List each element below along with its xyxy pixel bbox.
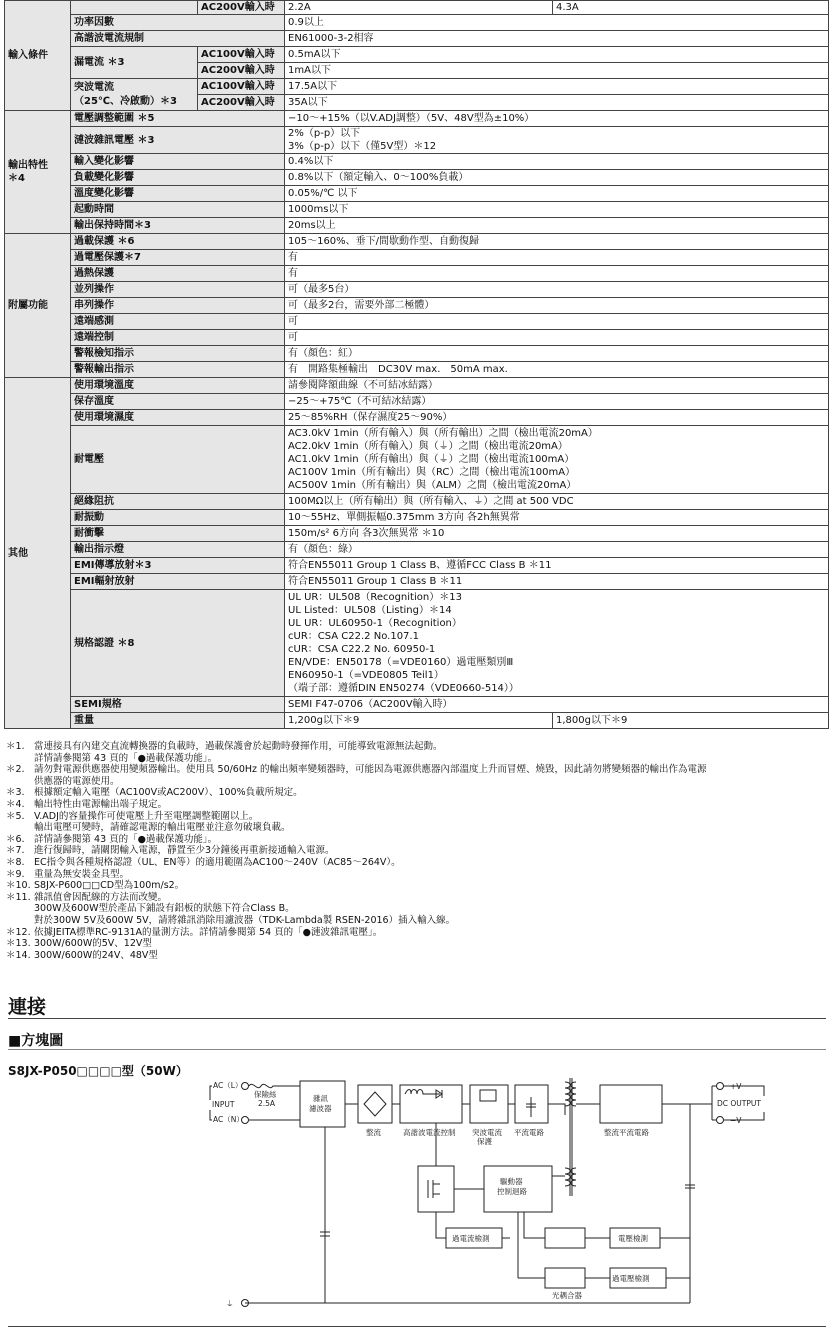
svg-text:濾波器: 濾波器 xyxy=(309,1104,332,1113)
spec-item: 使用環境溫度 xyxy=(71,378,285,394)
spec-item: 保存溫度 xyxy=(71,394,285,410)
spec-item: 輸出指示燈 xyxy=(71,542,285,558)
svg-text:光耦合器: 光耦合器 xyxy=(552,1291,582,1300)
svg-text:電壓檢測: 電壓檢測 xyxy=(618,1234,648,1243)
spec-value: −25〜+75℃（不可結冰結露） xyxy=(285,394,829,410)
spec-value: 1,800g以下＊9 xyxy=(553,713,829,729)
footnote: ＊1. 當連接具有內建交直流轉換器的負載時，過載保護會於起動時發揮作用，可能導致電源無法起動。 詳情請參閱第 43 頁的「●過載保護功能」。 xyxy=(6,741,443,764)
spec-value: 0.4%以下 xyxy=(285,154,829,170)
section-title: 連接 xyxy=(8,996,47,1018)
spec-item: 遠端感測 xyxy=(71,314,285,330)
svg-text:−V: −V xyxy=(730,1116,742,1125)
spec-value: 0.05%/℃ 以下 xyxy=(285,186,829,202)
spec-value: UL UR：UL508（Recognition）＊13 UL Listed：UL508（Listing）＊14 UL UR：UL60950-1（Recognition） cUR：CSA C22.2 No.107.1 cUR：CSA C22.2 No. 60950-1 EN/VDE：EN50178（=VDE0160）過電壓類別Ⅲ EN60950-1（=VDE0805 Teil1） （端子部：遵循DIN EN50274（VDE0660-514）） xyxy=(285,590,829,697)
spec-item: 絕緣阻抗 xyxy=(71,494,285,510)
spec-table: 輸入條件 AC200V輸入時 2.2A 4.3A 功率因數 0.9以上 高諧波電流規制 EN61000-3-2相容 漏電流 ＊3 AC100V輸入時 0.5mA以下 AC200V輸入時 1mA以下 突波電流 （25℃、冷啟動）＊3 AC100V輸入時 17.5A以下 AC200V輸入時 35A以下 輸出特性 ＊4 電壓調整範圍 ＊5 −10〜+15%（以V.ADJ調整）（5V、48V型為±10%） 漣波雜訊電壓 ＊3 2%（p-p）以下 3%（p-p）以下（僅5V型）＊12 輸入變化影響 0.4%以下 負載變化影響 0.8%以下（額定輸入、0〜100%負載） 溫度變化影響 0.05%/℃ 以下 起動時間 1000ms以下 輸出保持時間＊3 20ms以上 附屬功能 過載保護 ＊6 105〜160%、垂下/間歇動作型、自動復歸 過電壓保護＊7 有 過熱保護 有 並列操作 可（最多5台） 串列操作 可（最多2台，需要外部二極體） 遠端感測 可 遠端控制 可 警報檢知指示 有（顏色：紅） 警報輸出指示 有 開路集極輸出 DC30V max. 50mA max. 其他 使用環境溫度 請參閱降額曲線（不可結冰結露） 保存溫度 −25〜+75℃（不可結冰結露） 使用環境濕度 25〜85%RH（保存濕度25〜90%） 耐電壓 AC3.0kV 1min（所有輸入）與（所有輸出）之間（檢出電流20mA） AC2.0kV 1min（所有輸入）與（⏚）之間（檢出電流20mA） AC1.0kV 1min（所有輸出）與（⏚）之間（檢出電流100mA） AC100V 1min（所有輸出）與（RC）之間（檢出電流100mA） AC500V 1min（所有輸出）與（ALM）之間（檢出電流20mA） 絕緣阻抗 100MΩ以上（所有輸出）與（所有輸入、⏚）之間 at 500 VDC 耐振動 10〜55Hz、單側振幅0.375mm 3方向 各2h無異常 耐衝擊 150m/s² 6方向 各3次無異常 ＊10 輸出指示燈 有（顏色：綠） EMI傳導放射＊3 符合EN55011 Group 1 Class B、遵循FCC Class B ＊11 EMI輻射放射 符合EN55011 Group 1 Class B ＊11 規格認證 ＊8 UL UR：UL508（Recognition）＊13 UL Listed：UL508（Listing）＊14 UL UR：UL60950-1（Recognition） cUR：CSA C22.2 No.107.1 cUR：CSA C22.2 No. 60950-1 EN/VDE：EN50178（=VDE0160）過電壓類別Ⅲ EN60950-1（=VDE0805 Teil1） （端子部：遵循DIN EN50274（VDE0660-514）） SEMI規格 SEMI F47-0706（AC200V輸入時） 重量 1,200g以下＊9 1,800g以下＊9 xyxy=(4,0,829,729)
spec-item: 規格認證 ＊8 xyxy=(71,590,285,697)
footnote: ＊14. 300W/600W的24V、48V型 xyxy=(6,949,158,961)
svg-text:平流電路: 平流電路 xyxy=(514,1128,544,1137)
footnote: ＊4. 輸出特性由電源輸出端子規定。 xyxy=(6,798,168,810)
spec-value: 20ms以上 xyxy=(285,218,829,234)
ground-icon: ⏚ xyxy=(226,1299,234,1308)
svg-text:AC（L）: AC（L） xyxy=(213,1081,243,1090)
spec-value: 可 xyxy=(285,314,829,330)
spec-value: 有 xyxy=(285,250,829,266)
spec-value: 可（最多5台） xyxy=(285,282,829,298)
spec-item: 過電壓保護＊7 xyxy=(71,250,285,266)
spec-value: 150m/s² 6方向 各3次無異常 ＊10 xyxy=(285,526,829,542)
svg-text:INPUT: INPUT xyxy=(212,1100,235,1109)
divider xyxy=(8,1326,826,1327)
svg-text:保護: 保護 xyxy=(477,1137,492,1146)
svg-text:驅動器: 驅動器 xyxy=(500,1177,523,1186)
spec-item: EMI傳導放射＊3 xyxy=(71,558,285,574)
spec-value: 1000ms以下 xyxy=(285,202,829,218)
model-label: S8JX-P050□□□□型（50W） xyxy=(8,1064,188,1078)
spec-value: 1,200g以下＊9 xyxy=(285,713,553,729)
spec-value: 符合EN55011 Group 1 Class B ＊11 xyxy=(285,574,829,590)
spec-value: 105〜160%、垂下/間歇動作型、自動復歸 xyxy=(285,234,829,250)
spec-item: 輸出保持時間＊3 xyxy=(71,218,285,234)
spec-item: 耐電壓 xyxy=(71,426,285,494)
svg-text:保險絲: 保險絲 xyxy=(254,1090,277,1099)
footnote: ＊12. 依據JEITA標準RC-9131A的量測方法。詳情請參閱第 54 頁的「●漣波雜訊電壓」。 xyxy=(6,926,383,938)
spec-item: 串列操作 xyxy=(71,298,285,314)
spec-value: 有 開路集極輸出 DC30V max. 50mA max. xyxy=(285,362,829,378)
footnote: ＊8. EC指令與各種規格認證（UL、EN等）的適用範圍為AC100〜240V（AC85〜264V）。 xyxy=(6,856,401,868)
spec-value: 可 xyxy=(285,330,829,346)
svg-text:整流: 整流 xyxy=(366,1128,381,1137)
category-other: 其他 xyxy=(5,378,71,729)
spec-value: 請參閱降額曲線（不可結冰結露） xyxy=(285,378,829,394)
svg-text:DC OUTPUT: DC OUTPUT xyxy=(717,1099,761,1108)
footnote: ＊5. V.ADJ的容量操作可使電壓上升至電壓調整範圍以上。 輸出電壓可變時，請確認電源的輸出電壓並注意勿破壞負載。 xyxy=(6,810,291,834)
spec-item: 重量 xyxy=(71,713,285,729)
footnote: ＊11. 雜訊值會因配線的方法而改變。 300W及600W型於產品下鋪設有鋁板的狀態下符合Class B。 對於300W 5V及600W 5V，請將雜訊消除用濾波器（TDK-Lambda製 RSEN-2016）插入輸入線。 xyxy=(6,891,456,926)
svg-text:突波電流: 突波電流 xyxy=(472,1128,502,1137)
spec-value: 100MΩ以上（所有輸出）與（所有輸入、⏚）之間 at 500 VDC xyxy=(285,494,829,510)
spec-value: 2%（p-p）以下 3%（p-p）以下（僅5V型）＊12 xyxy=(285,127,829,154)
svg-text:控制迴路: 控制迴路 xyxy=(497,1187,527,1196)
spec-value: AC3.0kV 1min（所有輸入）與（所有輸出）之間（檢出電流20mA） AC2.0kV 1min（所有輸入）與（⏚）之間（檢出電流20mA） AC1.0kV 1min（所有輸出）與（⏚）之間（檢出電流100mA） AC100V 1min（所有輸出）與（RC）之間（檢出電流100mA） AC500V 1min（所有輸出）與（ALM）之間（檢出電流20mA） xyxy=(285,426,829,494)
svg-text:雜訊: 雜訊 xyxy=(313,1094,328,1103)
spec-value: 有（顏色：紅） xyxy=(285,346,829,362)
category-attach: 附屬功能 xyxy=(5,234,71,378)
spec-item: 耐振動 xyxy=(71,510,285,526)
spec-item: 警報輸出指示 xyxy=(71,362,285,378)
spec-item: 使用環境濕度 xyxy=(71,410,285,426)
spec-value: 可（最多2台，需要外部二極體） xyxy=(285,298,829,314)
spec-item: 輸入變化影響 xyxy=(71,154,285,170)
svg-text:過電壓檢測: 過電壓檢測 xyxy=(612,1274,650,1283)
svg-text:高諧波電流控制: 高諧波電流控制 xyxy=(403,1128,456,1137)
svg-text:2.5A: 2.5A xyxy=(258,1099,276,1108)
spec-value: 有 xyxy=(285,266,829,282)
spec-value: 有（顏色：綠） xyxy=(285,542,829,558)
footnote: ＊3. 根據額定輸入電壓（AC100V或AC200V）、100%負載所規定。 xyxy=(6,787,303,799)
spec-item: 過載保護 ＊6 xyxy=(71,234,285,250)
spec-value: 10〜55Hz、單側振幅0.375mm 3方向 各2h無異常 xyxy=(285,510,829,526)
svg-text:+V: +V xyxy=(730,1082,742,1091)
spec-item: 遠端控制 xyxy=(71,330,285,346)
category-output: 輸出特性 ＊4 xyxy=(5,111,71,234)
spec-value: 25〜85%RH（保存濕度25〜90%） xyxy=(285,410,829,426)
spec-item: 負載變化影響 xyxy=(71,170,285,186)
footnote: ＊10. S8JX-P600□□CD型為100m/s2。 xyxy=(6,880,185,892)
spec-item: 溫度變化影響 xyxy=(71,186,285,202)
spec-item: 警報檢知指示 xyxy=(71,346,285,362)
spec-item: 並列操作 xyxy=(71,282,285,298)
footnote: ＊13. 300W/600W的5V、12V型 xyxy=(6,938,152,950)
spec-item: EMI輻射放射 xyxy=(71,574,285,590)
svg-text:過電流檢測: 過電流檢測 xyxy=(452,1234,490,1243)
spec-value: 0.8%以下（額定輸入、0〜100%負載） xyxy=(285,170,829,186)
spec-item: 過熱保護 xyxy=(71,266,285,282)
spec-value: −10〜+15%（以V.ADJ調整）（5V、48V型為±10%） xyxy=(285,111,829,127)
footnote: ＊6. 詳情請參閱第 43 頁的「●過載保護功能」。 xyxy=(6,833,218,845)
svg-text:AC（N）: AC（N） xyxy=(213,1115,244,1124)
footnote: ＊7. 進行復歸時，請關閉輸入電源，靜置至少3分鐘後再重新接通輸入電源。 xyxy=(6,845,335,857)
spec-item: 電壓調整範圍 ＊5 xyxy=(71,111,285,127)
footnote: ＊9. 重量為無安裝金具型。 xyxy=(6,868,130,880)
category-input: 輸入條件 xyxy=(5,1,71,111)
spec-value: SEMI F47-0706（AC200V輸入時） xyxy=(285,697,829,713)
spec-item: 漣波雜訊電壓 ＊3 xyxy=(71,127,285,154)
spec-item: 耐衝擊 xyxy=(71,526,285,542)
spec-item: 起動時間 xyxy=(71,202,285,218)
footnote: ＊2. 請勿對電源供應器使用變頻器輸出。使用具 50/60Hz 的輸出頻率變頻器時，可能因為電源供應器內部溫度上升而冒煙、燒毀，因此請勿將變頻器的輸出作為電源 供應器的電源使用。 xyxy=(6,764,707,787)
svg-text:整流平流電路: 整流平流電路 xyxy=(604,1128,649,1137)
spec-value: 符合EN55011 Group 1 Class B、遵循FCC Class B ＊11 xyxy=(285,558,829,574)
subsection-title: ■方塊圖 xyxy=(8,1033,64,1049)
spec-item: SEMI規格 xyxy=(71,697,285,713)
